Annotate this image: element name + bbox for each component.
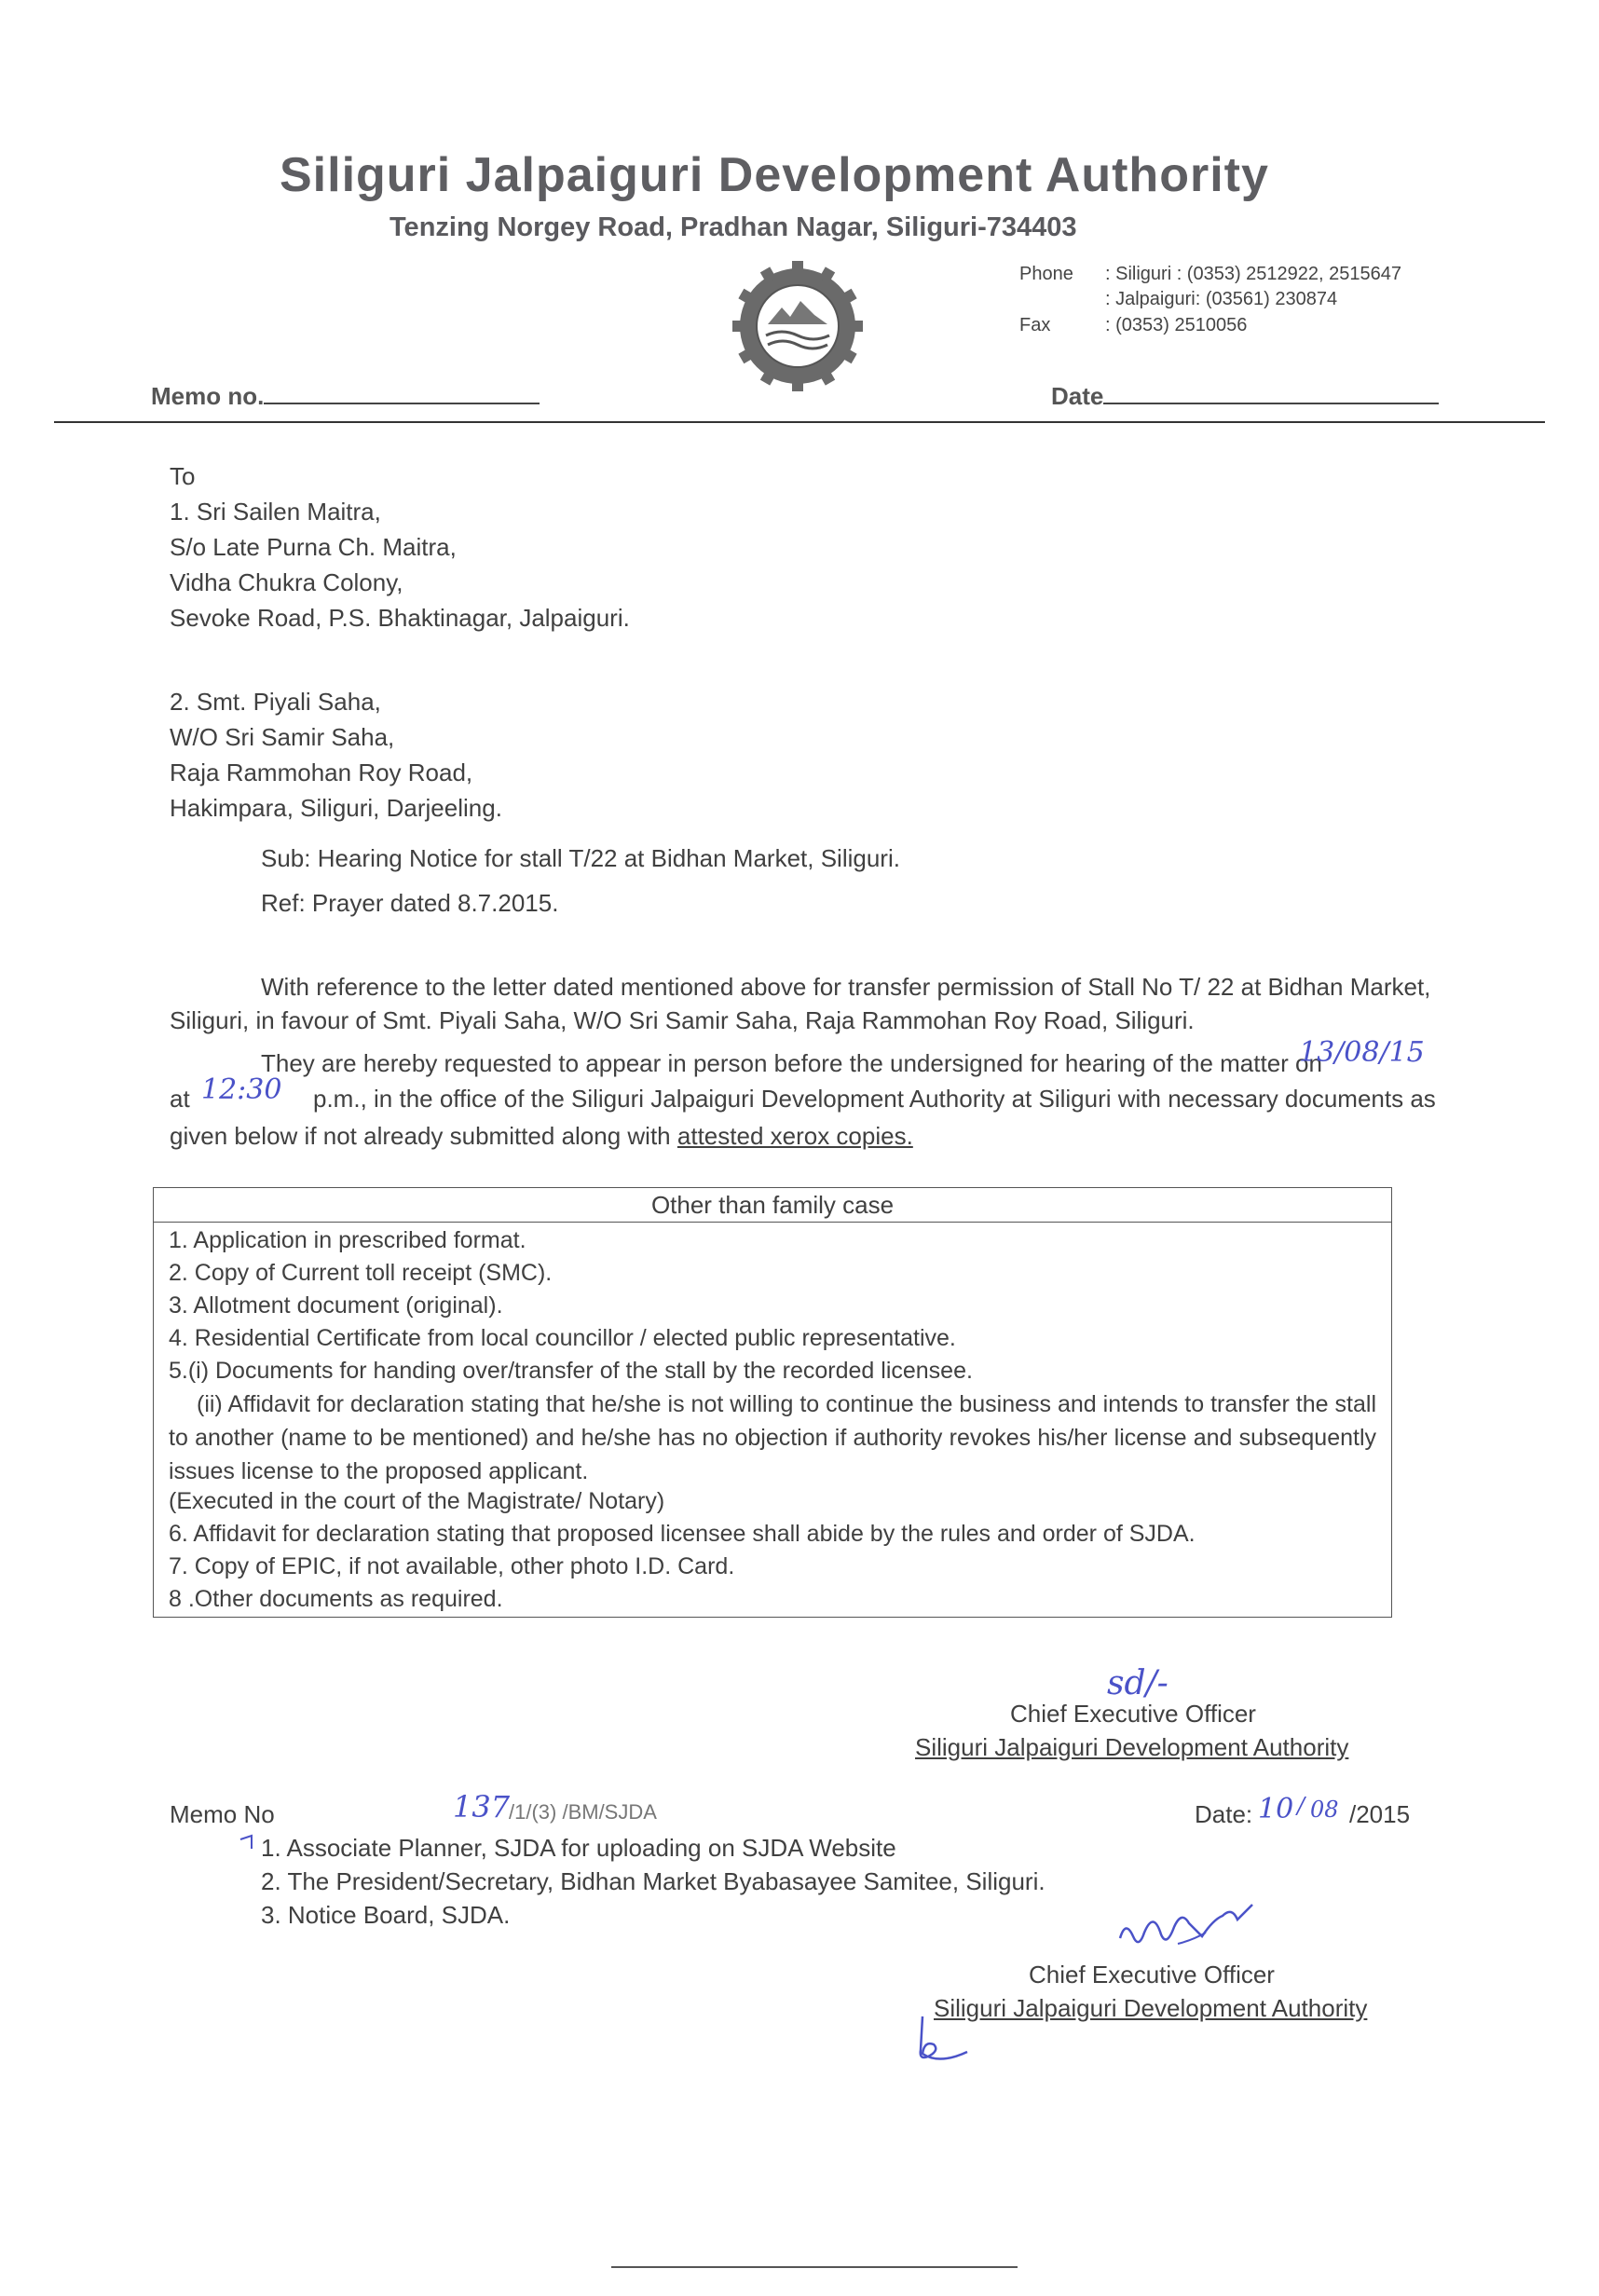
body-p2-line3 (170, 1122, 913, 1151)
doc-item-executed: (Executed in the court of the Magistrate/ Notary) (169, 1488, 665, 1514)
recipient-2-line-2: W/O Sri Samir Saha, (170, 723, 395, 751)
memo-no-field (151, 382, 540, 411)
recipient-2-line-3: Raja Rammohan Roy Road, (170, 758, 473, 786)
memo-no-label: Memo no. (151, 382, 265, 410)
recipient-2-line-1: 2. Smt. Piyali Saha, (170, 688, 381, 716)
body-p1-line2: Siliguri, in favour of Smt. Piyali Saha, W/O Sri Samir Saha, Raja Rammohan Roy Road, Siliguri. (170, 1006, 1195, 1034)
fax-value: : (0353) 2510056 (1105, 315, 1248, 335)
footer-line (611, 2266, 1018, 2268)
signature2-org: Siliguri Jalpaiguri Development Authority (934, 1994, 1368, 2022)
memo-footer-year: /2015 (1349, 1800, 1411, 1828)
doc-item-3: 3. Allotment document (original). (169, 1292, 503, 1319)
phone-jalpaiguri: : Jalpaiguri: (03561) 230874 (1105, 289, 1338, 309)
documents-heading: Other than family case (154, 1188, 1391, 1223)
body-p2-line3-text: given below if not already submitted along with (170, 1122, 671, 1150)
recipient-2-line-4: Hakimpara, Siliguri, Darjeeling. (170, 794, 502, 822)
recipient-1-line-4: Sevoke Road, P.S. Bhaktinagar, Jalpaiguri. (170, 604, 630, 632)
subject-line: Sub: Hearing Notice for stall T/22 at Bidhan Market, Siliguri. (261, 844, 900, 872)
date-field (1051, 382, 1439, 411)
to-label: To (170, 462, 196, 490)
hearing-date-handwritten: 13/08/15 (1299, 1036, 1425, 1069)
body-p1-line1: With reference to the letter dated mentioned above for transfer permission of Stall No T/ 22 at Bidhan Market, (261, 973, 1431, 1001)
signature1-designation: Chief Executive Officer (1010, 1700, 1256, 1728)
attested-copies-text: attested xerox copies. (676, 1122, 913, 1150)
doc-item-6: 6. Affidavit for declaration stating that proposed licensee shall abide by the rules and order of SJDA. (169, 1521, 1196, 1547)
doc-item-5i: 5.(i) Documents for handing over/transfer of the stall by the recorded licensee. (169, 1358, 973, 1384)
letterhead-title: Siliguri Jalpaiguri Development Authority (280, 148, 1269, 202)
initial-mark-icon (911, 2013, 977, 2069)
memo-footer-month-handwritten: 08 (1310, 1797, 1339, 1823)
signature1-org: Siliguri Jalpaiguri Development Authority (915, 1733, 1349, 1761)
header-divider (54, 421, 1545, 423)
recipient-1-line-1: 1. Sri Sailen Maitra, (170, 498, 381, 526)
doc-item-7: 7. Copy of EPIC, if not available, other photo I.D. Card. (169, 1553, 735, 1579)
copy-to-1: 1. Associate Planner, SJDA for uploading on SJDA Website (261, 1834, 896, 1862)
memo-footer-day-handwritten: 10 (1258, 1793, 1294, 1825)
memo-footer-date-label: Date: (1195, 1800, 1253, 1828)
handwritten-signature-icon (1113, 1882, 1271, 1966)
doc-item-8: 8 .Other documents as required. (169, 1586, 503, 1612)
memo-footer-label: Memo No (170, 1800, 275, 1828)
reference-line: Ref: Prayer dated 8.7.2015. (261, 889, 559, 917)
signature2-designation: Chief Executive Officer (1029, 1961, 1275, 1988)
doc-item-5ii: (ii) Affidavit for declaration stating that he/she is not willing to continue the business and intends to transfer the stall to another (name to be mentioned) and he/she has no objection if authority revokes his/her license and subsequently issues license to the proposed applicant. (169, 1391, 1376, 1484)
fax-label: Fax (1019, 315, 1051, 335)
letterhead-address: Tenzing Norgey Road, Pradhan Nagar, Siliguri-734403 (390, 212, 1077, 242)
documents-box (153, 1187, 1392, 1618)
copy-to-2: 2. The President/Secretary, Bidhan Market Byabasayee Samitee, Siliguri. (261, 1867, 1046, 1895)
body-p2-line2: p.m., in the office of the Siliguri Jalpaiguri Development Authority at Siliguri with necessary documents as (313, 1085, 1436, 1113)
tick-mark-icon (239, 1832, 276, 1851)
date-label: Date (1051, 382, 1104, 410)
memo-no-blank (264, 384, 540, 404)
recipient-1-line-3: Vidha Chukra Colony, (170, 568, 403, 596)
doc-item-2: 2. Copy of Current toll receipt (SMC). (169, 1260, 553, 1286)
sjda-emblem-icon (731, 259, 865, 393)
doc-item-1: 1. Application in prescribed format. (169, 1227, 526, 1253)
memo-footer-slash: / (1297, 1793, 1305, 1819)
memo-number-rest: /1/(3) /BM/SJDA (509, 1800, 657, 1824)
memo-number-handwritten: 137 (453, 1789, 511, 1824)
recipient-1-line-2: S/o Late Purna Ch. Maitra, (170, 533, 457, 561)
body-p2-line1: They are hereby requested to appear in person before the undersigned for hearing of the matter on (261, 1049, 1322, 1077)
doc-item-4: 4. Residential Certificate from local councillor / elected public representative. (169, 1325, 956, 1351)
copy-to-3: 3. Notice Board, SJDA. (261, 1901, 511, 1929)
hearing-time-handwritten: 12:30 (201, 1073, 282, 1106)
date-blank (1103, 384, 1439, 404)
sd-mark-handwritten: sd/- (1107, 1664, 1168, 1702)
body-p2-at: at (170, 1085, 190, 1113)
phone-siliguri: : Siliguri : (0353) 2512922, 2515647 (1105, 264, 1402, 284)
phone-label: Phone (1019, 264, 1073, 284)
